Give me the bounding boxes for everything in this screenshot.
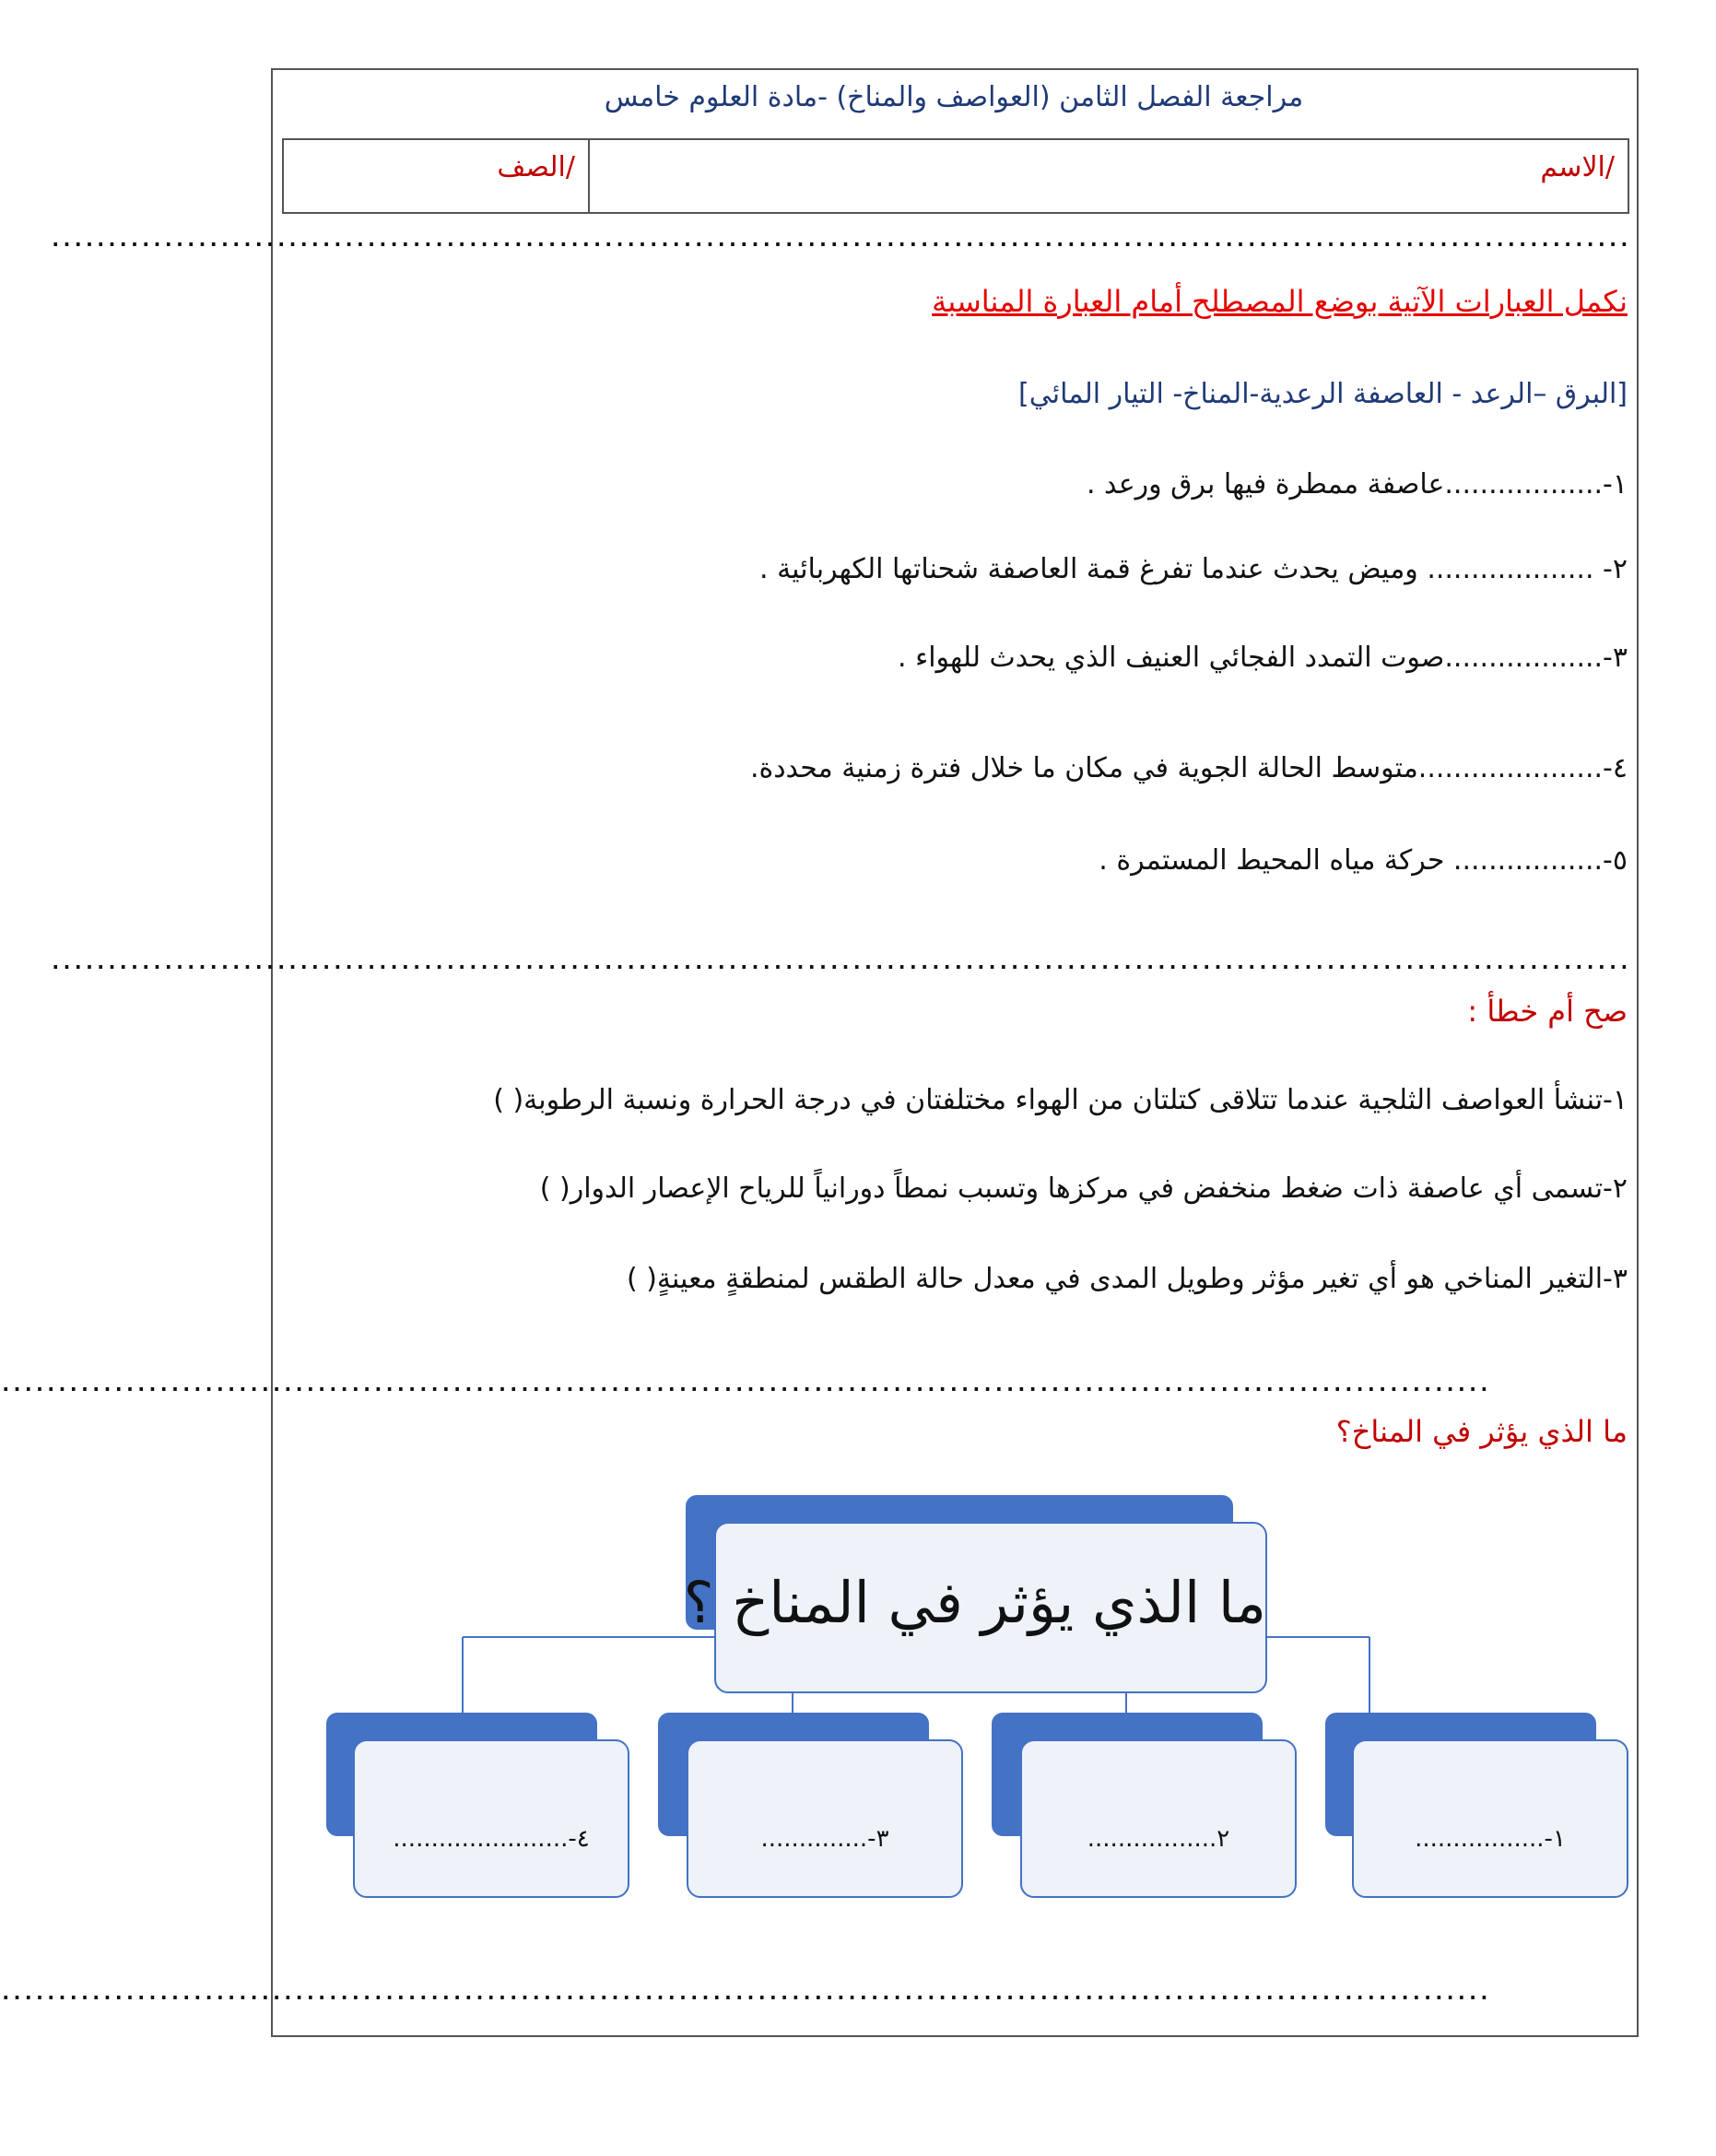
factor-box-1[interactable]: ١-................. xyxy=(1415,1825,1566,1853)
class-label: الصف/ xyxy=(497,151,575,183)
separator-dots-3: .................................................................................................................................... xyxy=(0,1373,1489,1396)
fill-item-1: ١-..................عاصفة ممطرة فيها برق ورعد . xyxy=(1086,468,1628,501)
tf-item-1: ١-تنشأ العواصف الثلجية عندما تتلاقى كتلتان من الهواء مختلفتان في درجة الحرارة ونسبة الرطوبة( ) xyxy=(493,1084,1628,1116)
word-bank: [البرق –الرعد - العاصفة الرعدية-المناخ- التيار المائي] xyxy=(1018,378,1628,410)
fill-item-3: ٣-..................صوت التمدد الفجائي العنيف الذي يحدث للهواء . xyxy=(898,642,1628,674)
factor-box-4[interactable]: ٤-....................... xyxy=(393,1825,590,1853)
section3-instruction: ما الذي يؤثر في المناخ؟ xyxy=(1335,1414,1628,1449)
section2-instruction: صح أم خطأ : xyxy=(1467,994,1628,1029)
fill-item-5: ٥-................. حركة مياه المحيط المستمرة . xyxy=(1099,844,1628,877)
box2-front xyxy=(1021,1740,1296,1897)
box1-front xyxy=(1353,1740,1628,1897)
section1-instruction: نكمل العبارات الآتية بوضع المصطلح أمام العبارة المناسبة xyxy=(932,284,1628,319)
tf-item-3: ٣-التغير المناخي هو أي تغير مؤثر وطويل المدى في معدل حالة الطقس لمنطقةٍ معينةٍ( ) xyxy=(626,1263,1628,1295)
factor-box-3[interactable]: ٣-.............. xyxy=(760,1825,889,1853)
factor-box-2[interactable]: ٢................. xyxy=(1087,1825,1230,1853)
fill-item-2: ٢- ................... وميض يحدث عندما تفرغ قمة العاصفة شحناتها الكهربائية . xyxy=(759,553,1628,585)
tf-item-2: ٢-تسمى أي عاصفة ذات ضغط منخفض في مركزها وتسبب نمطاً دورانياً للرياح الإعصار الدوار( ) xyxy=(539,1172,1628,1205)
page-title: مراجعة الفصل الثامن (العواصف والمناخ) -مادة العلوم خامس xyxy=(604,81,1304,113)
diagram-title: ما الذي يؤثر في المناخ ؟ xyxy=(683,1569,1266,1636)
separator-dots-1: ............................................................................................................................................ xyxy=(49,229,1629,252)
separator-dots-4: .................................................................................................................................... xyxy=(0,1982,1489,2005)
box3-front xyxy=(688,1740,962,1897)
fill-item-4: ٤-.....................متوسط الحالة الجوية في مكان ما خلال فترة زمنية محددة. xyxy=(749,752,1628,784)
box4-front xyxy=(354,1740,629,1897)
separator-dots-2: ............................................................................................................................................ xyxy=(49,951,1629,974)
name-label: الاسم/ xyxy=(1540,151,1615,183)
